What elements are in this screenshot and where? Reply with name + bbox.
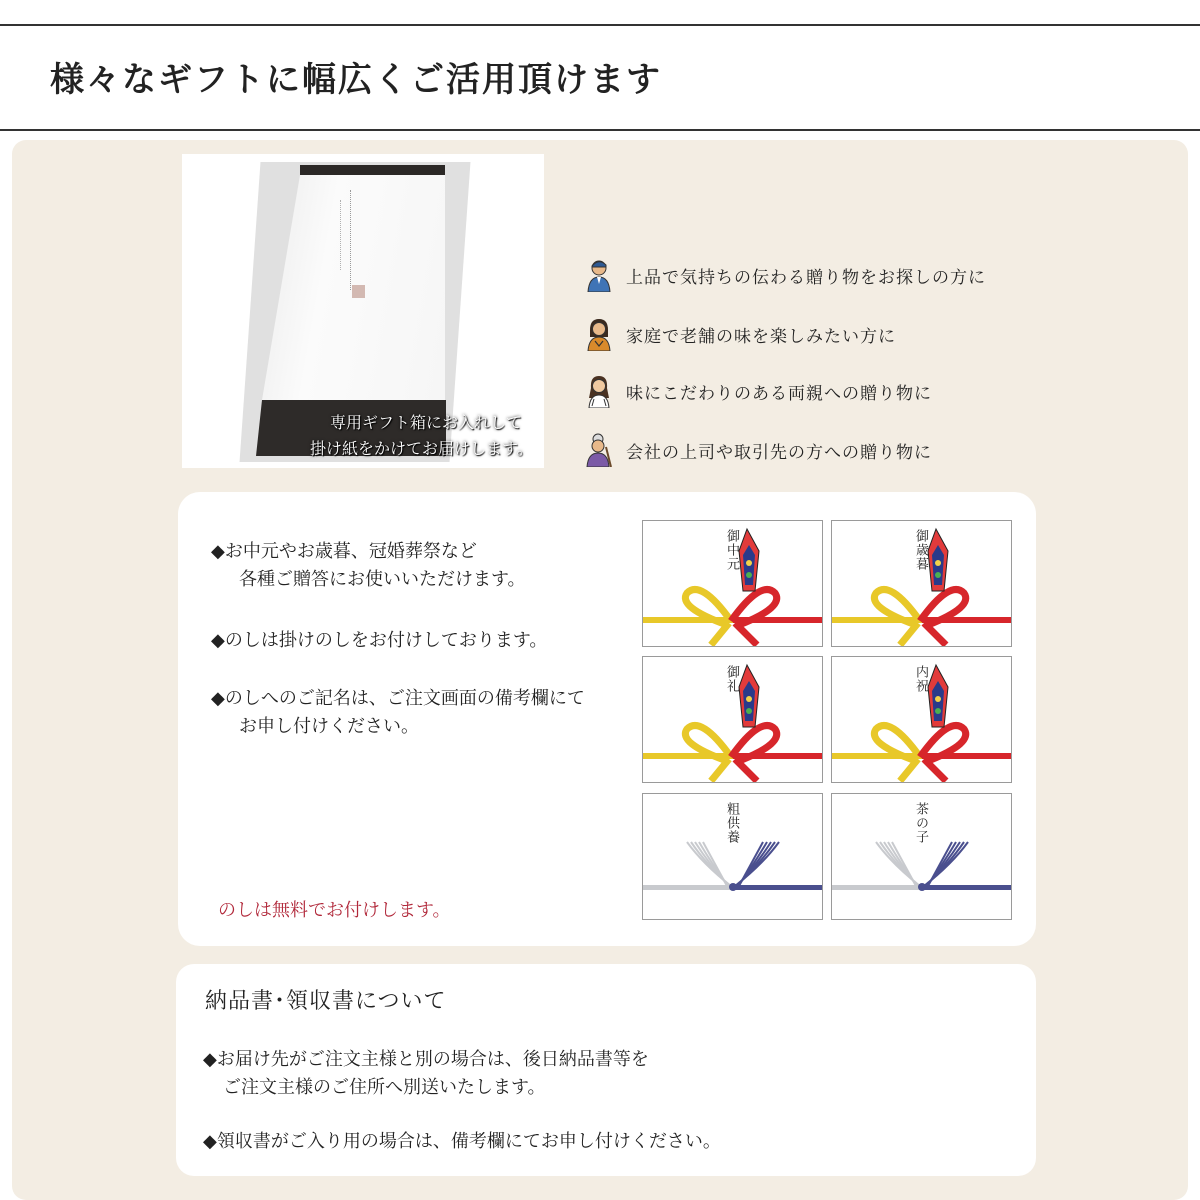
noshi-bullet-1-line: 各種ご贈答にお使いいただけます。 — [239, 569, 526, 590]
receipt-bullet-1-line: ◆お届け先がご注文主様と別の場合は、後日納品書等を — [203, 1049, 649, 1070]
gift-box-print-line — [350, 190, 361, 290]
noshi-tile — [642, 520, 823, 647]
use-label: 味にこだわりのある両親への贈り物に — [626, 383, 932, 404]
woman-icon — [584, 317, 614, 351]
noshi-tile-label: 御歳暮 — [913, 529, 928, 571]
noshi-bullet-3-line: お申し付けください。 — [239, 716, 419, 737]
noshi-tile — [831, 793, 1012, 920]
noshi-tile-label: 内祝 — [913, 665, 928, 693]
free-noshi-note: のしは無料でお付けします。 — [218, 900, 451, 921]
receipt-title: 納品書･領収書について — [205, 989, 447, 1014]
receipt-bullet-1-line: ご注文主様のご住所へ別送いたします。 — [223, 1077, 546, 1098]
page-title: 様々なギフトに幅広くご活用頂けます — [50, 60, 662, 100]
gift-box-caption-line: 掛け紙をかけてお届けします。 — [310, 439, 533, 458]
use-label: 会社の上司や取引先の方への贈り物に — [626, 442, 932, 463]
noshi-bullet-3 — [211, 685, 585, 741]
noshi-tile — [831, 520, 1012, 647]
header-bottom-rule — [0, 129, 1200, 131]
noshi-bullet-2: ◆のしは掛けのしをお付けしております。 — [211, 630, 548, 651]
list-item — [584, 317, 896, 351]
list-item — [584, 374, 932, 408]
header-top-rule — [0, 24, 1200, 26]
noshi-bullet-3-line: ◆のしへのご記名は、ご注文画面の備考欄にて — [211, 688, 585, 709]
list-item — [584, 258, 986, 292]
gift-box-lid-edge — [300, 165, 445, 175]
noshi-bullet-1 — [211, 538, 526, 594]
receipt-bullet-1 — [203, 1046, 649, 1102]
use-label: 家庭で老舗の味を楽しみたい方に — [626, 326, 896, 347]
gift-box-caption — [310, 410, 550, 462]
use-label: 上品で気持ちの伝わる贈り物をお探しの方に — [626, 267, 986, 288]
noshi-bullet-1-line: ◆お中元やお歳暮、冠婚葬祭など — [211, 541, 477, 562]
noshi-tile-label: 御礼 — [724, 665, 739, 693]
gift-box-seal-icon — [352, 285, 365, 298]
girl-icon — [584, 374, 614, 408]
noshi-tile — [642, 793, 823, 920]
gift-box-print-line — [340, 200, 351, 270]
noshi-tile — [642, 656, 823, 783]
noshi-tile-label: 御中元 — [724, 529, 739, 571]
noshi-tile-label: 茶の子 — [913, 802, 928, 844]
noshi-tile — [831, 656, 1012, 783]
businessman-icon — [584, 258, 614, 292]
list-item — [584, 433, 932, 467]
noshi-tile-label: 粗供養 — [724, 802, 739, 844]
gift-box-caption-line: 専用ギフト箱にお入れして — [330, 413, 523, 432]
grandmother-icon — [584, 433, 614, 467]
receipt-bullet-2: ◆領収書がご入り用の場合は、備考欄にてお申し付けください。 — [203, 1131, 721, 1152]
